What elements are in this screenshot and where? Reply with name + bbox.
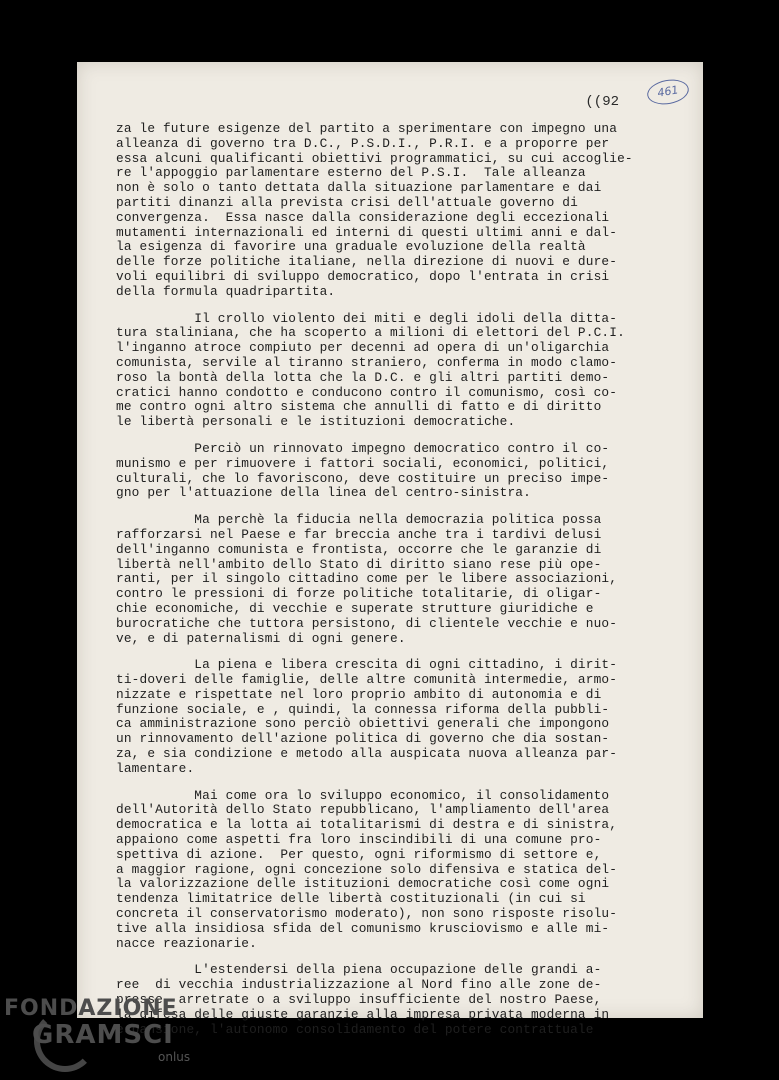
text-line: Mai come ora lo sviluppo economico, il consolidamento bbox=[116, 787, 610, 803]
text-line: tive alla insidiosa sfida del comunismo krusciovismo e alle mi- bbox=[116, 920, 610, 936]
text-line: chie economiche, di vecchie e superate strutture giuridiche e bbox=[116, 600, 594, 616]
text-line: cratici hanno condotto e conducono contro il comunismo, così co- bbox=[116, 384, 618, 400]
text-line: Perciò un rinnovato impegno democratico contro il co- bbox=[116, 440, 610, 456]
paragraph bbox=[116, 442, 676, 501]
text-line: la esigenza di favorire una graduale evoluzione della realtà bbox=[116, 239, 586, 255]
text-line: non è solo o tanto dettata dalla situazione parlamentare e dai bbox=[116, 180, 602, 196]
text-line: partiti dinanzi alla prevista crisi dell'attuale governo di bbox=[116, 194, 578, 210]
text-line: ca amministrazione sono perciò obiettivi generali che impongono bbox=[116, 716, 610, 732]
text-line: ti-doveri delle famiglie, delle altre comunità intermedie, armo- bbox=[116, 672, 618, 688]
text-line: tura staliniana, che ha scoperto a milioni di elettori del P.C.I. bbox=[116, 325, 625, 341]
watermark-line-2: GRAMSCI bbox=[32, 1020, 174, 1050]
page-number: ((92 bbox=[585, 94, 619, 110]
text-line: rafforzarsi nel Paese e far breccia anche tra i tardivi delusi bbox=[116, 526, 602, 542]
text-line: spettiva di azione. Per questo, ogni riformismo di settore e, bbox=[116, 846, 602, 862]
text-line: L'estendersi della piena occupazione delle grandi a- bbox=[116, 962, 602, 978]
text-line: munismo e per rimuovere i fattori sociali, economici, politici, bbox=[116, 455, 610, 471]
text-line: delle forze politiche italiane, nella direzione di nuovi e dure- bbox=[116, 254, 618, 270]
text-line: Il crollo violento dei miti e degli idoli della ditta- bbox=[116, 310, 618, 326]
watermark-line-3: onlus bbox=[158, 1050, 191, 1064]
text-line: presse, arretrate o a sviluppo insufficiente del nostro Paese, bbox=[116, 992, 602, 1008]
text-line: nacce reazionarie. bbox=[116, 935, 257, 951]
paragraph bbox=[116, 789, 676, 952]
text-line: alleanza di governo tra D.C., P.S.D.I., P.R.I. e a proporre per bbox=[116, 135, 610, 151]
text-line: me contro ogni altro sistema che annulli di fatto e di diritto bbox=[116, 399, 602, 415]
text-line: za le future esigenze del partito a sperimentare con impegno una bbox=[116, 121, 618, 136]
paragraph bbox=[116, 658, 676, 776]
text-line: ve, e di paternalismi di ogni genere. bbox=[116, 630, 406, 646]
paragraph bbox=[116, 312, 676, 430]
text-line: un rinnovamento dell'azione politica di governo che dia sostan- bbox=[116, 731, 610, 747]
text-line: le libertà personali e le istituzioni democratiche. bbox=[116, 414, 516, 430]
text-line: roso la bontà della lotta che la D.C. e gli altri partiti demo- bbox=[116, 369, 610, 385]
archive-stamp bbox=[645, 77, 691, 108]
text-line: gno per l'attuazione della linea del centro-sinistra. bbox=[116, 485, 531, 501]
text-line: libertà nell'ambito dello Stato di diritto siano rese più ope- bbox=[116, 556, 602, 572]
watermark-line-1: FONDAZIONE bbox=[4, 996, 178, 1021]
paragraph bbox=[116, 513, 676, 646]
text-line: re l'appoggio parlamentare esterno del P.S.I. Tale alleanza bbox=[116, 165, 586, 181]
watermark-logo bbox=[4, 996, 204, 1076]
archive-stamp-number: 461 bbox=[656, 83, 680, 100]
text-line: mutamenti internazionali ed interni di questi ultimi anni e dal- bbox=[116, 224, 618, 240]
text-line: dell'inganno comunista e frontista, occorre che le garanzie di bbox=[116, 541, 602, 557]
text-line: democratica e la lotta ai totalitarismi di destra e di sinistra, bbox=[116, 817, 618, 833]
text-line: culturali, che lo favoriscono, deve costituire un preciso impe- bbox=[116, 470, 610, 486]
document-body bbox=[116, 122, 676, 1049]
text-line: espansione, l'autonomo consolidamento del potere contrattuale bbox=[116, 1021, 594, 1037]
text-line: ree di vecchia industrializzazione al Nord fino alle zone de- bbox=[116, 977, 602, 993]
text-line: burocratiche che tuttora persistono, di clientele vecchie e nuo- bbox=[116, 615, 618, 631]
text-line: funzione sociale, e , quindi, la connessa riforma della pubbli- bbox=[116, 701, 610, 717]
text-line: za, e sia condizione e metodo alla auspicata nuova alleanza par- bbox=[116, 746, 618, 762]
text-line: La piena e libera crescita di ogni cittadino, i dirit- bbox=[116, 657, 618, 673]
text-line: la difesa delle giuste garanzie alla impresa privata moderna in bbox=[116, 1006, 610, 1022]
text-line: contro le pressioni di forze politiche totalitarie, di oligar- bbox=[116, 586, 602, 602]
text-line: a maggior ragione, ogni concezione solo difensiva e statica del- bbox=[116, 861, 618, 877]
text-line: concreta il conservatorismo moderato), non sono risposte risolu- bbox=[116, 906, 618, 922]
text-line: tendenza limitatrice delle libertà costituzionali (in cui si bbox=[116, 891, 586, 907]
text-line: essa alcuni qualificanti obiettivi programmatici, su cui accoglie- bbox=[116, 150, 633, 166]
text-line: dell'Autorità dello Stato repubblicano, l'ampliamento dell'area bbox=[116, 802, 610, 818]
text-line: lamentare. bbox=[116, 760, 195, 776]
text-line: la valorizzazione delle istituzioni democratiche così come ogni bbox=[116, 876, 610, 892]
text-line: appaiono come aspetti fra loro inscindibili di una comune pro- bbox=[116, 832, 602, 848]
text-line: ranti, per il singolo cittadino come per le libere associazioni, bbox=[116, 571, 618, 587]
text-line: della formula quadripartita. bbox=[116, 283, 336, 299]
text-line: voli equilibri di sviluppo democratico, dopo l'entrata in crisi bbox=[116, 268, 610, 284]
text-line: Ma perchè la fiducia nella democrazia politica possa bbox=[116, 512, 602, 528]
scanned-page bbox=[77, 62, 703, 1037]
paragraph bbox=[116, 122, 676, 300]
text-line: nizzate e rispettate nel loro proprio ambito di autonomia e di bbox=[116, 686, 602, 702]
text-line: l'inganno atroce compiuto per decenni ad opera di un'oligarchia bbox=[116, 340, 610, 356]
text-line: comunista, servile al tiranno straniero, conferma in modo clamo- bbox=[116, 354, 618, 370]
text-line: convergenza. Essa nasce dalla considerazione degli eccezionali bbox=[116, 209, 610, 225]
